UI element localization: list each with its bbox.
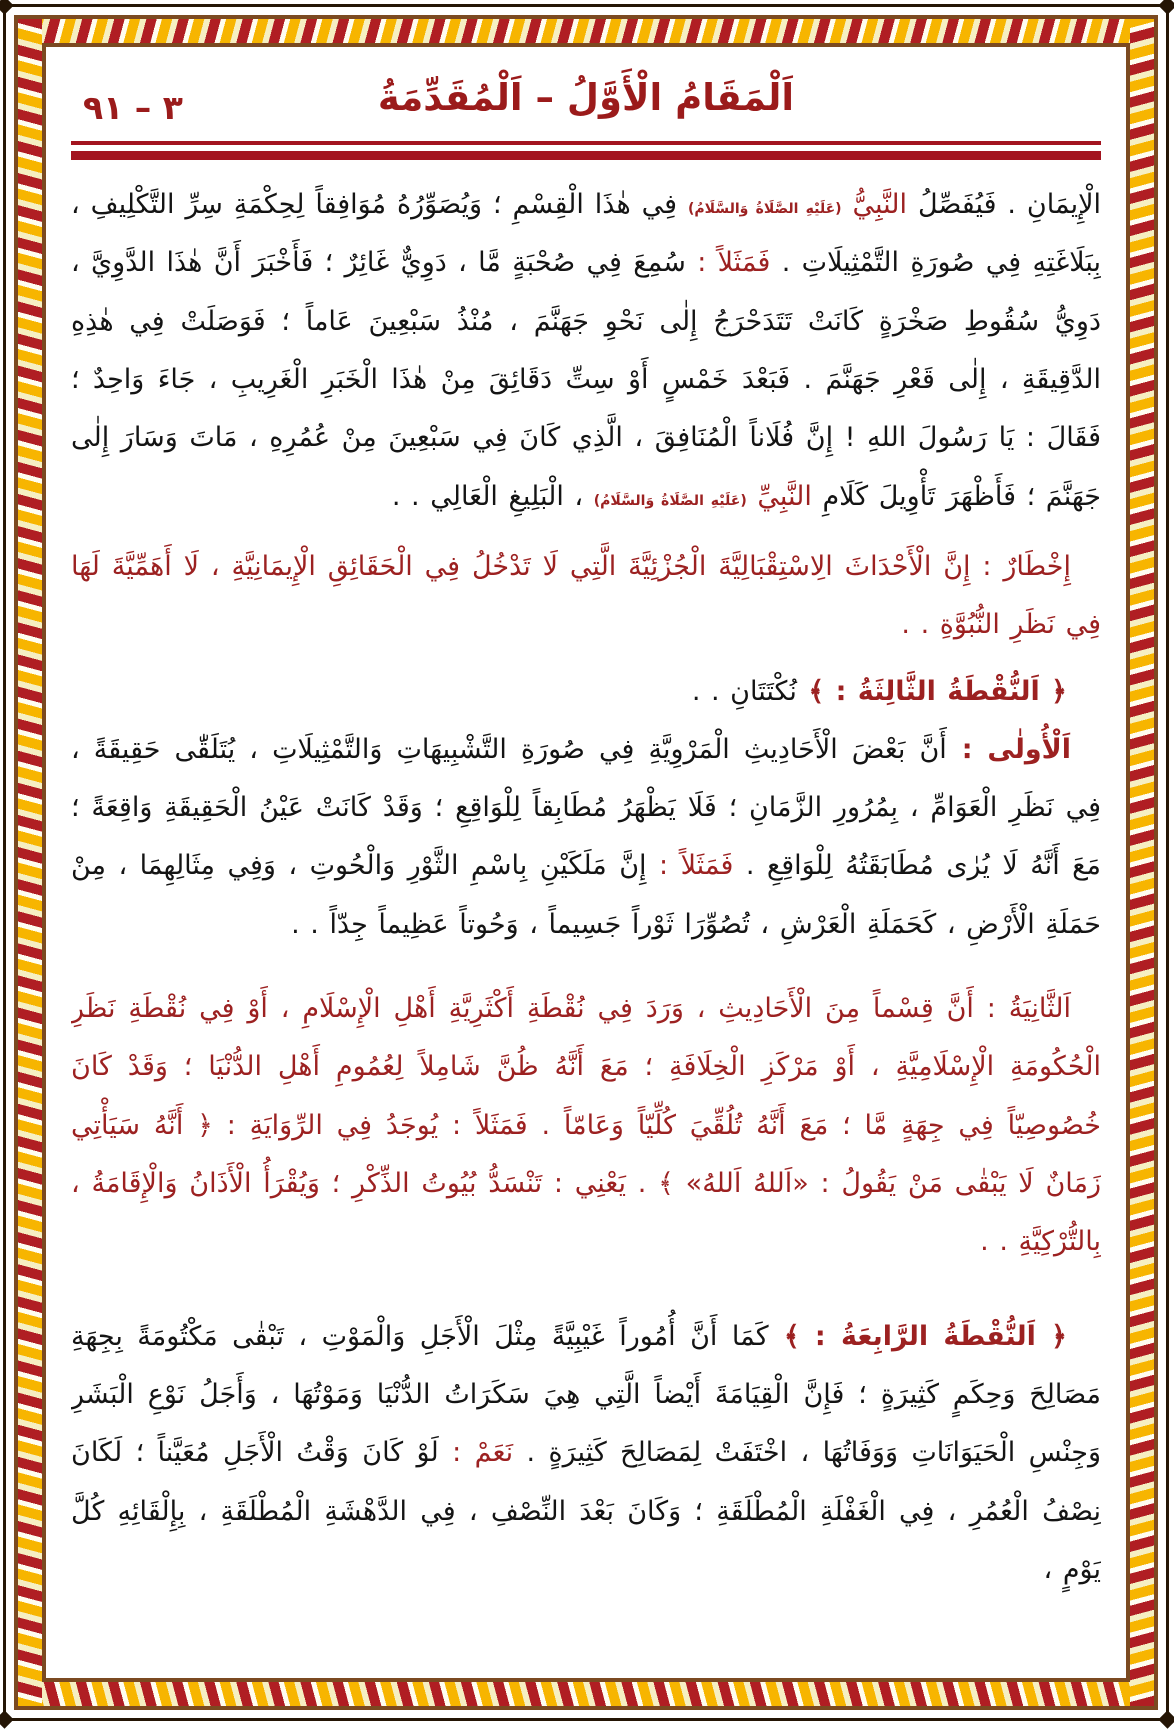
page-number: ٣ – ٩١ [84, 88, 184, 127]
border-corner-finial [0, 0, 15, 15]
text-segment: أَنَّ بَعْضَ الْأَحَادِيثِ الْمَرْوِيَّةِ فِي صُورَةِ التَّشْبِيهَاتِ وَالتَّمْثِيلَاتِ ، يُتَلَقّٰى حَقِيقَةً ، فِي نَظَرِ الْعَوَامِّ ، بِمُرُورِ الزَّمَانِ ؛ فَلَا يَظْهَرُ مُطَابِقاً لِلْوَاقِعِ ؛ وَقَدْ كَانَتْ عَيْنُ الْحَقِيقَةِ وَاقِعَةً ؛ مَعَ أَنَّهُ لَا يُرٰى مُطَابَقَتُهُ لِلْوَاقِعِ . [72, 733, 1102, 882]
border-motif-strip-left [19, 19, 43, 1706]
paragraph-point-three [72, 663, 1102, 721]
text-segment: كَمَا أَنَّ أُمُوراً غَيْبِيَّةً مِثْلَ الْأَجَلِ وَالْمَوْتِ ، تَبْقٰى مَكْتُومَةً بِجِهَةِ مَصَالِحَ وَحِكَمٍ كَثِيرَةٍ ؛ فَإِنَّ الْقِيَامَةَ أَيْضاً الَّتِي هِيَ سَكَرَاتُ الدُّنْيَا وَمَوْتُهَا ، وَأَجَلُ نَوْعِ الْبَشَرِ وَجِنْسِ الْحَيَوَانَاتِ وَوَفَاتُهَا ، اخْتَفَتْ لِمَصَالِحَ كَثِيرَةٍ . [72, 1320, 1102, 1469]
salawat-mark: (عَلَيْهِ الصَّلَاةُ وَالسَّلَامُ) [688, 201, 843, 217]
header-double-rule [72, 141, 1102, 160]
text-segment: سُمِعَ فِي صُحْبَةٍ مَّا ، دَوِيٌّ غَائِرٌ ؛ فَأَخْبَرَ أَنَّ هٰذَا الدَّوِيَّ ، دَوِيُّ سُقُوطِ صَخْرَةٍ كَانَتْ تَتَدَحْرَجُ إِلٰى نَحْوِ جَهَنَّمَ ، مُنْذُ سَبْعِينَ عَاماً ؛ فَوَصَلَتْ فِي هٰذِهِ الدَّقِيقَةِ ، إِلٰى قَعْرِ جَهَنَّمَ . فَبَعْدَ خَمْسٍ أَوْ سِتِّ دَقَائِقَ مِنْ هٰذَا الْخَبَرِ الْغَرِيبِ ، جَاءَ وَاحِدٌ ؛ فَقَالَ : يَا رَسُولَ اللهِ ! إِنَّ فُلَاناً الْمُنَافِقَ ، الَّذِي كَانَ فِي سَبْعِينَ مِنْ عُمُرِهِ ، مَاتَ وَسَارَ إِلٰى جَهَنَّمَ ؛ فَأَظْهَرَ تَأْوِيلَ كَلَامِ [72, 247, 1102, 512]
text-segment: لَوْ كَانَ وَقْتُ الْأَجَلِ مُعَيَّناً ؛ لَكَانَ نِصْفُ الْعُمُرِ ، فِي الْغَفْلَةِ الْمُطْلَقَةِ ؛ وَكَانَ بَعْدَ النِّصْفِ ، فِي الدَّهْشَةِ الْمُطْلَقَةِ ، بِإِلْقَائِهِ كُلَّ يَوْمٍ ، [72, 1437, 1102, 1585]
paragraph-first-note [72, 721, 1102, 954]
paragraph-point-four [72, 1308, 1102, 1600]
section-heading-ornate: ﴿ اَلنُّقْطَةُ الرَّابِعَةُ : ﴾ [769, 1320, 1069, 1352]
note-label: اَلْأُولٰى : [947, 733, 1072, 765]
paragraph-notice [72, 538, 1102, 655]
text-segment: ، الْبَلِيغِ الْعَالِي . . [392, 480, 595, 512]
text-segment: إِنَّ مَلَكَيْنِ بِاسْمِ الثَّوْرِ وَالْحُوتِ ، وَفِي مِثَالِهِمَا ، مِنْ حَمَلَةِ الْأَرْضِ ، كَحَمَلَةِ الْعَرْشِ ، تُصُوِّرَا ثَوْراً جَسِيماً ، وَحُوتاً عَظِيماً جِدّاً . . [72, 850, 1102, 940]
text-segment-red: النَّبِيُّ [842, 189, 909, 220]
paragraph-second-note [72, 980, 1102, 1272]
border-corner-finial [1159, 1710, 1174, 1728]
page-content [72, 60, 1102, 1667]
text-segment: الْإِيمَانِ . فَيُفَصِّلُ [908, 189, 1102, 220]
text-segment-red: فَمَثَلاً : [647, 850, 735, 882]
border-motif-strip-bottom [19, 1682, 1155, 1706]
paragraph-continuation [72, 176, 1102, 526]
border-corner-finial [1159, 0, 1174, 15]
text-segment: فِي هٰذَا الْقِسْمِ ؛ وَيُصَوِّرُهُ مُوَافِقاً لِحِكْمَةِ سِرِّ التَّكْلِيفِ ، بِبَلَاغَتِهِ فِي صُورَةِ التَّمْثِيلَاتِ . [72, 189, 1102, 279]
section-heading-ornate: ﴿ اَلنُّقْطَةُ الثَّالِثَةُ : ﴾ [797, 675, 1068, 707]
text-segment-red: إِخْطَارٌ : إِنَّ الْأَحْدَاثَ الِاسْتِقْبَالِيَّةَ الْجُزْئِيَّةَ الَّتِي لَا تَدْخُلُ فِي الْحَقَائِقِ الْإِيمَانِيَّةِ ، لَا أَهَمِّيَّةَ لَهَا فِي نَظَرِ النُّبُوَّةِ . . [72, 550, 1102, 641]
text-segment-red: اَلثَّانِيَةُ : أَنَّ قِسْماً مِنَ الْأَحَادِيثِ ، وَرَدَ فِي نُقْطَةِ أَكْثَرِيَّةِ أَهْلِ الْإِسْلَامِ ، أَوْ فِي نُقْطَةِ نَظَرِ الْحُكُومَةِ الْإِسْلَامِيَّةِ ، أَوْ مَرْكَزِ الْخِلَافَةِ ؛ مَعَ أَنَّهُ ظُنَّ شَامِلاً لِعُمُومِ أَهْلِ الدُّنْيَا ؛ وَقَدْ كَانَ خُصُوصِيّاً فِي جِهَةٍ مَّا ؛ مَعَ أَنَّهُ تُلُقِّيَ كُلِّيّاً وَعَامّاً . فَمَثَلاً : يُوجَدُ فِي الرِّوَايَةِ : ﴿ أَنَّهُ سَيَأْتِي زَمَانٌ لَا يَبْقٰى مَنْ يَقُولُ : «اَللهُ اَللهُ» ﴾ . يَعْنِي : تَنْسَدُّ بُيُوتُ الذِّكْرِ ؛ وَيُقْرَأُ الْأَذَانُ وَالْإِقَامَةُ ، بِالتُّرْكِيَّةِ . . [72, 993, 1102, 1258]
border-motif-strip-right [1131, 19, 1155, 1706]
salawat-mark: (عَلَيْهِ الصَّلَاةُ وَالسَّلَامُ) [594, 492, 748, 509]
text-segment-red: النَّبِيِّ [747, 480, 813, 512]
text-segment-red: فَمَثَلاً : [686, 247, 772, 279]
text-segment-red: نَعَمْ : [439, 1437, 515, 1469]
text-segment: نُكْتَتَانِ . . [692, 675, 798, 707]
border-motif-strip-top [19, 19, 1155, 43]
page-title: اَلْمَقَامُ الْأَوَّلُ – اَلْمُقَدِّمَةُ [378, 76, 796, 119]
border-corner-finial [0, 1710, 15, 1728]
